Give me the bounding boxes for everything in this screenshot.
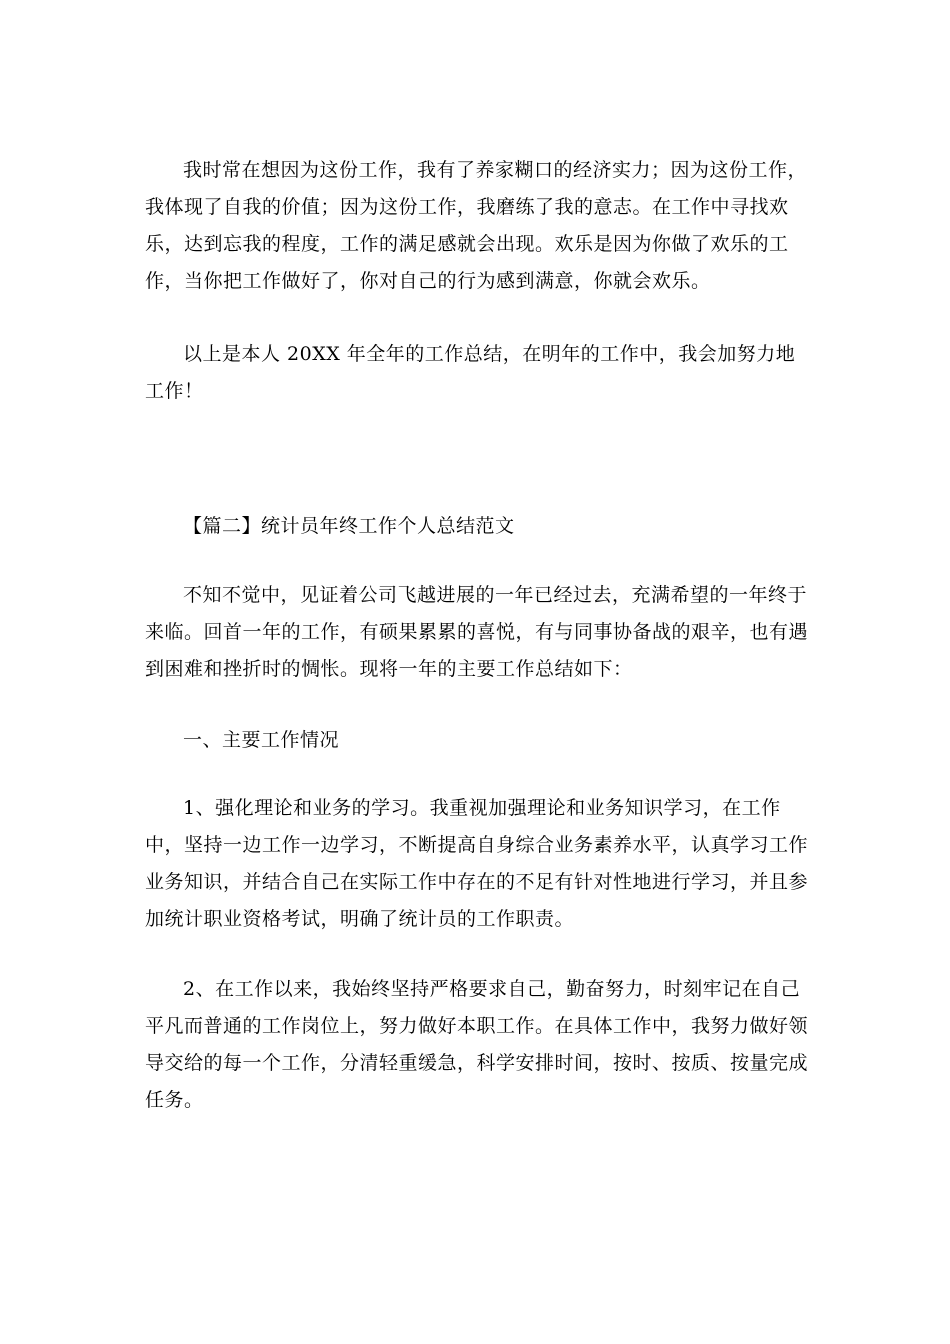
- paragraph-intro: 不知不觉中，见证着公司飞越进展的一年已经过去，充满希望的一年终于来临。回首一年的工作，有硕果累累的喜悦，有与同事协备战的艰辛，也有遇到困难和挫折时的惆怅。现将一年的主要工作总结如下：: [145, 584, 809, 680]
- section-title: 【篇二】统计员年终工作个人总结范文: [183, 515, 515, 537]
- subheading-main-work: 一、主要工作情况: [183, 729, 340, 751]
- paragraph-conclusion: 以上是本人 20XX 年全年的工作总结，在明年的工作中，我会加努力地工作！: [145, 343, 796, 402]
- list-item-study: 1、强化理论和业务的学习。我重视加强理论和业务知识学习，在工作中，坚持一边工作一边学习，不断提高自身综合业务素养水平，认真学习工作业务知识，并结合自己在实际工作中存在的不足有针对性地进行学习，并且参加统计职业资格考试，明确了统计员的工作职责。: [145, 797, 809, 930]
- paragraph-work-reflection: 我时常在想因为这份工作，我有了养家糊口的经济实力；因为这份工作，我体现了自我的价值；因为这份工作，我磨练了我的意志。在工作中寻找欢乐，达到忘我的程度，工作的满足感就会出现。欢乐是因为你做了欢乐的工作，当你把工作做好了，你对自己的行为感到满意，你就会欢乐。: [145, 159, 808, 292]
- list-item-diligence: 2、在工作以来，我始终坚持严格要求自己，勤奋努力，时刻牢记在自己平凡而普通的工作岗位上，努力做好本职工作。在具体工作中，我努力做好领导交给的每一个工作，分清轻重缓急，科学安排时间，按时、按质、按量完成任务。: [145, 978, 809, 1111]
